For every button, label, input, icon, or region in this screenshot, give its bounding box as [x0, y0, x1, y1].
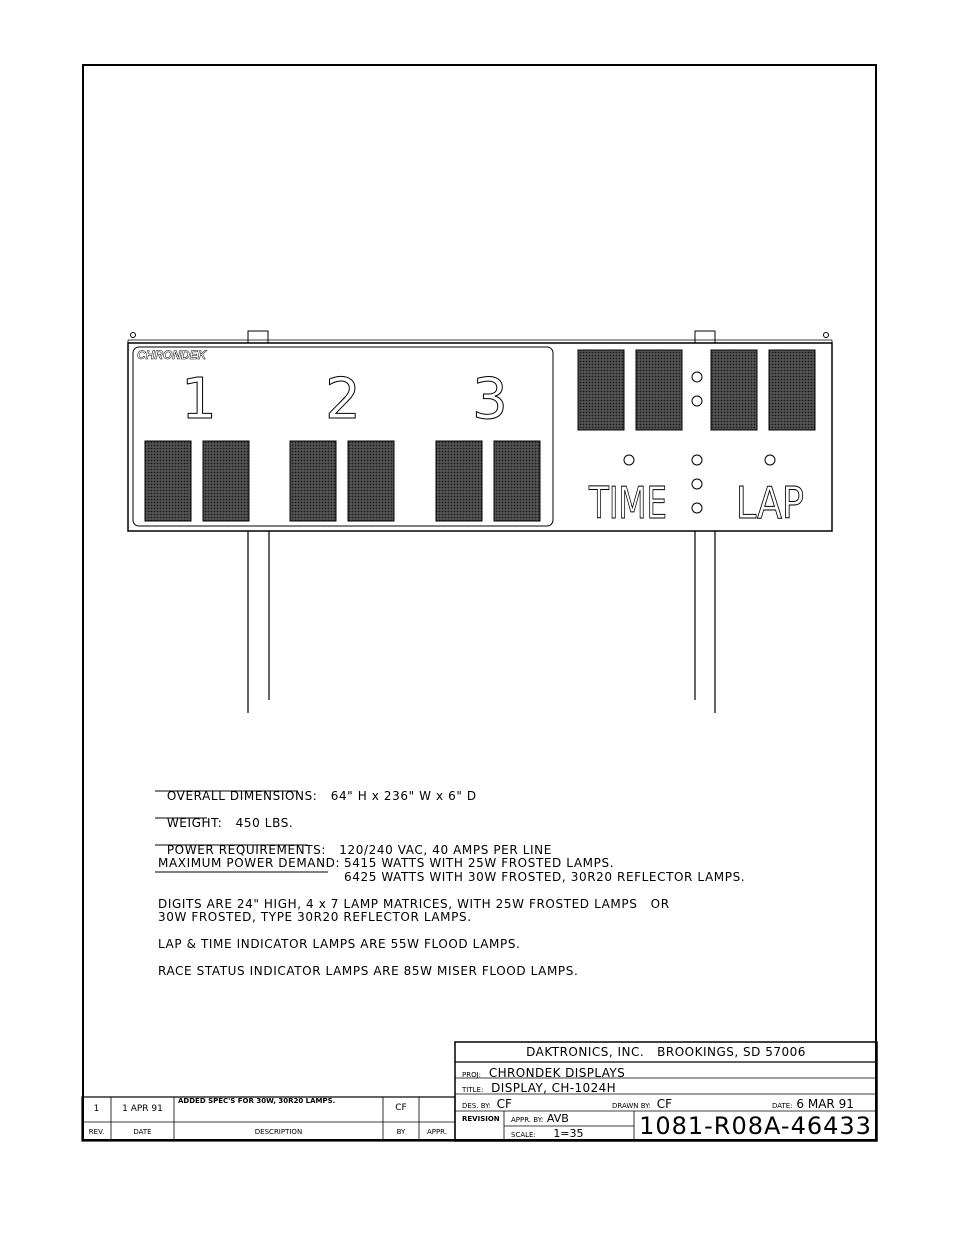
spec-weight-value: 450 LBS. — [235, 816, 294, 830]
lane-number-1: 1 — [181, 367, 217, 432]
right-mount-lug — [695, 331, 715, 343]
rev-number: 1 — [93, 1104, 100, 1114]
lane-2-digit-b — [348, 441, 394, 521]
brand-logo: CHRONDEK — [137, 348, 207, 362]
rev-date: 1 APR 91 — [122, 1104, 163, 1114]
spec-digits-line-1: DIGITS ARE 24" HIGH, 4 x 7 LAMP MATRICES, WITH 25W FROSTED LAMPS OR — [158, 897, 670, 911]
time-digits — [578, 350, 815, 430]
spec-overall-label: OVERALL DIMENSIONS: — [166, 789, 318, 803]
lane-3-digit-b — [494, 441, 540, 521]
scale-value: 1=35 — [553, 1127, 584, 1140]
drawing-number: 1081-R08A-46433 — [639, 1112, 872, 1140]
time-indicator-lamp — [624, 455, 634, 465]
des-label: DES. BY: — [462, 1102, 491, 1110]
proj-value: CHRONDEK DISPLAYS — [488, 1066, 626, 1080]
title-row — [462, 1081, 616, 1095]
des-value: CF — [496, 1097, 512, 1111]
rev-header-date: DATE — [133, 1128, 152, 1136]
time-digit-4 — [769, 350, 815, 430]
left-hook — [131, 333, 136, 338]
proj-label: PROJ: — [462, 1071, 482, 1079]
time-digit-2 — [636, 350, 682, 430]
rev-description: ADDED SPEC'S FOR 30W, 30R20 LAMPS. — [178, 1097, 336, 1105]
designer-row — [462, 1097, 512, 1111]
lane-2-digit-a — [290, 441, 336, 521]
race-status-lamp-3 — [692, 503, 702, 513]
spec-race-status-lamps: RACE STATUS INDICATOR LAMPS ARE 85W MISER FLOOD LAMPS. — [158, 964, 579, 978]
spec-weight-label: WEIGHT: — [166, 816, 223, 830]
scale-label: SCALE: — [511, 1131, 536, 1139]
spec-weight — [158, 802, 293, 830]
race-status-lamp-2 — [692, 479, 702, 489]
spec-overall-dimensions — [158, 775, 477, 803]
spec-overall-value: 64" H x 236" W x 6" D — [330, 789, 477, 803]
proj-row — [462, 1066, 625, 1080]
spec-power — [158, 829, 552, 857]
drawn-label: DRAWN BY: — [612, 1102, 651, 1110]
time-digit-3 — [711, 350, 757, 430]
drawn-value: CF — [656, 1097, 672, 1111]
rev-header-description: DESCRIPTION — [254, 1128, 303, 1136]
time-label: TIME — [588, 478, 667, 529]
rev-by: CF — [395, 1103, 407, 1113]
drawn-row — [612, 1097, 672, 1111]
lane-number-2: 2 — [325, 367, 361, 432]
lap-indicator-lamp — [765, 455, 775, 465]
lane-number-3: 3 — [472, 367, 508, 432]
revision-label: REVISION — [462, 1115, 500, 1123]
appr-label: APPR. BY: — [511, 1116, 544, 1124]
date-label: DATE: — [772, 1102, 793, 1110]
rev-header-rev: REV. — [88, 1128, 105, 1136]
scale-row — [511, 1127, 584, 1140]
title-value: DISPLAY, CH-1024H — [491, 1081, 617, 1095]
approver-row — [511, 1112, 569, 1125]
date-value: 6 MAR 91 — [796, 1097, 854, 1111]
appr-value: AVB — [546, 1112, 569, 1125]
lane-1-digit-a — [145, 441, 191, 521]
title-label: TITLE: — [462, 1086, 484, 1094]
lane-digits — [145, 441, 540, 521]
support-posts — [248, 531, 715, 713]
time-digit-1 — [578, 350, 624, 430]
spec-lap-time-lamps: LAP & TIME INDICATOR LAMPS ARE 55W FLOOD LAMPS. — [158, 937, 521, 951]
lane-3-digit-a — [436, 441, 482, 521]
spec-max-power-value-1: 5415 WATTS WITH 25W FROSTED LAMPS. — [344, 856, 615, 870]
date-row — [772, 1097, 854, 1111]
rev-header-by: BY — [396, 1128, 406, 1136]
spec-max-power-value-2: 6425 WATTS WITH 30W FROSTED, 30R20 REFLECTOR LAMPS. — [344, 870, 746, 884]
left-mount-lug — [248, 331, 268, 343]
lane-1-digit-b — [203, 441, 249, 521]
lap-label: LAP — [736, 478, 804, 529]
right-hook — [824, 333, 829, 338]
spec-digits-line-2: 30W FROSTED, TYPE 30R20 REFLECTOR LAMPS. — [158, 910, 472, 924]
spec-power-value: 120/240 VAC, 40 AMPS PER LINE — [339, 843, 552, 857]
colon-lamp-top — [692, 372, 702, 382]
spec-max-power-label: MAXIMUM POWER DEMAND: — [158, 856, 341, 870]
rev-header-appr: APPR. — [426, 1128, 448, 1136]
company-name: DAKTRONICS, INC. BROOKINGS, SD 57006 — [526, 1045, 806, 1059]
race-status-lamp-1 — [692, 455, 702, 465]
spec-power-label: POWER REQUIREMENTS: — [166, 843, 327, 857]
colon-lamp-bottom — [692, 396, 702, 406]
